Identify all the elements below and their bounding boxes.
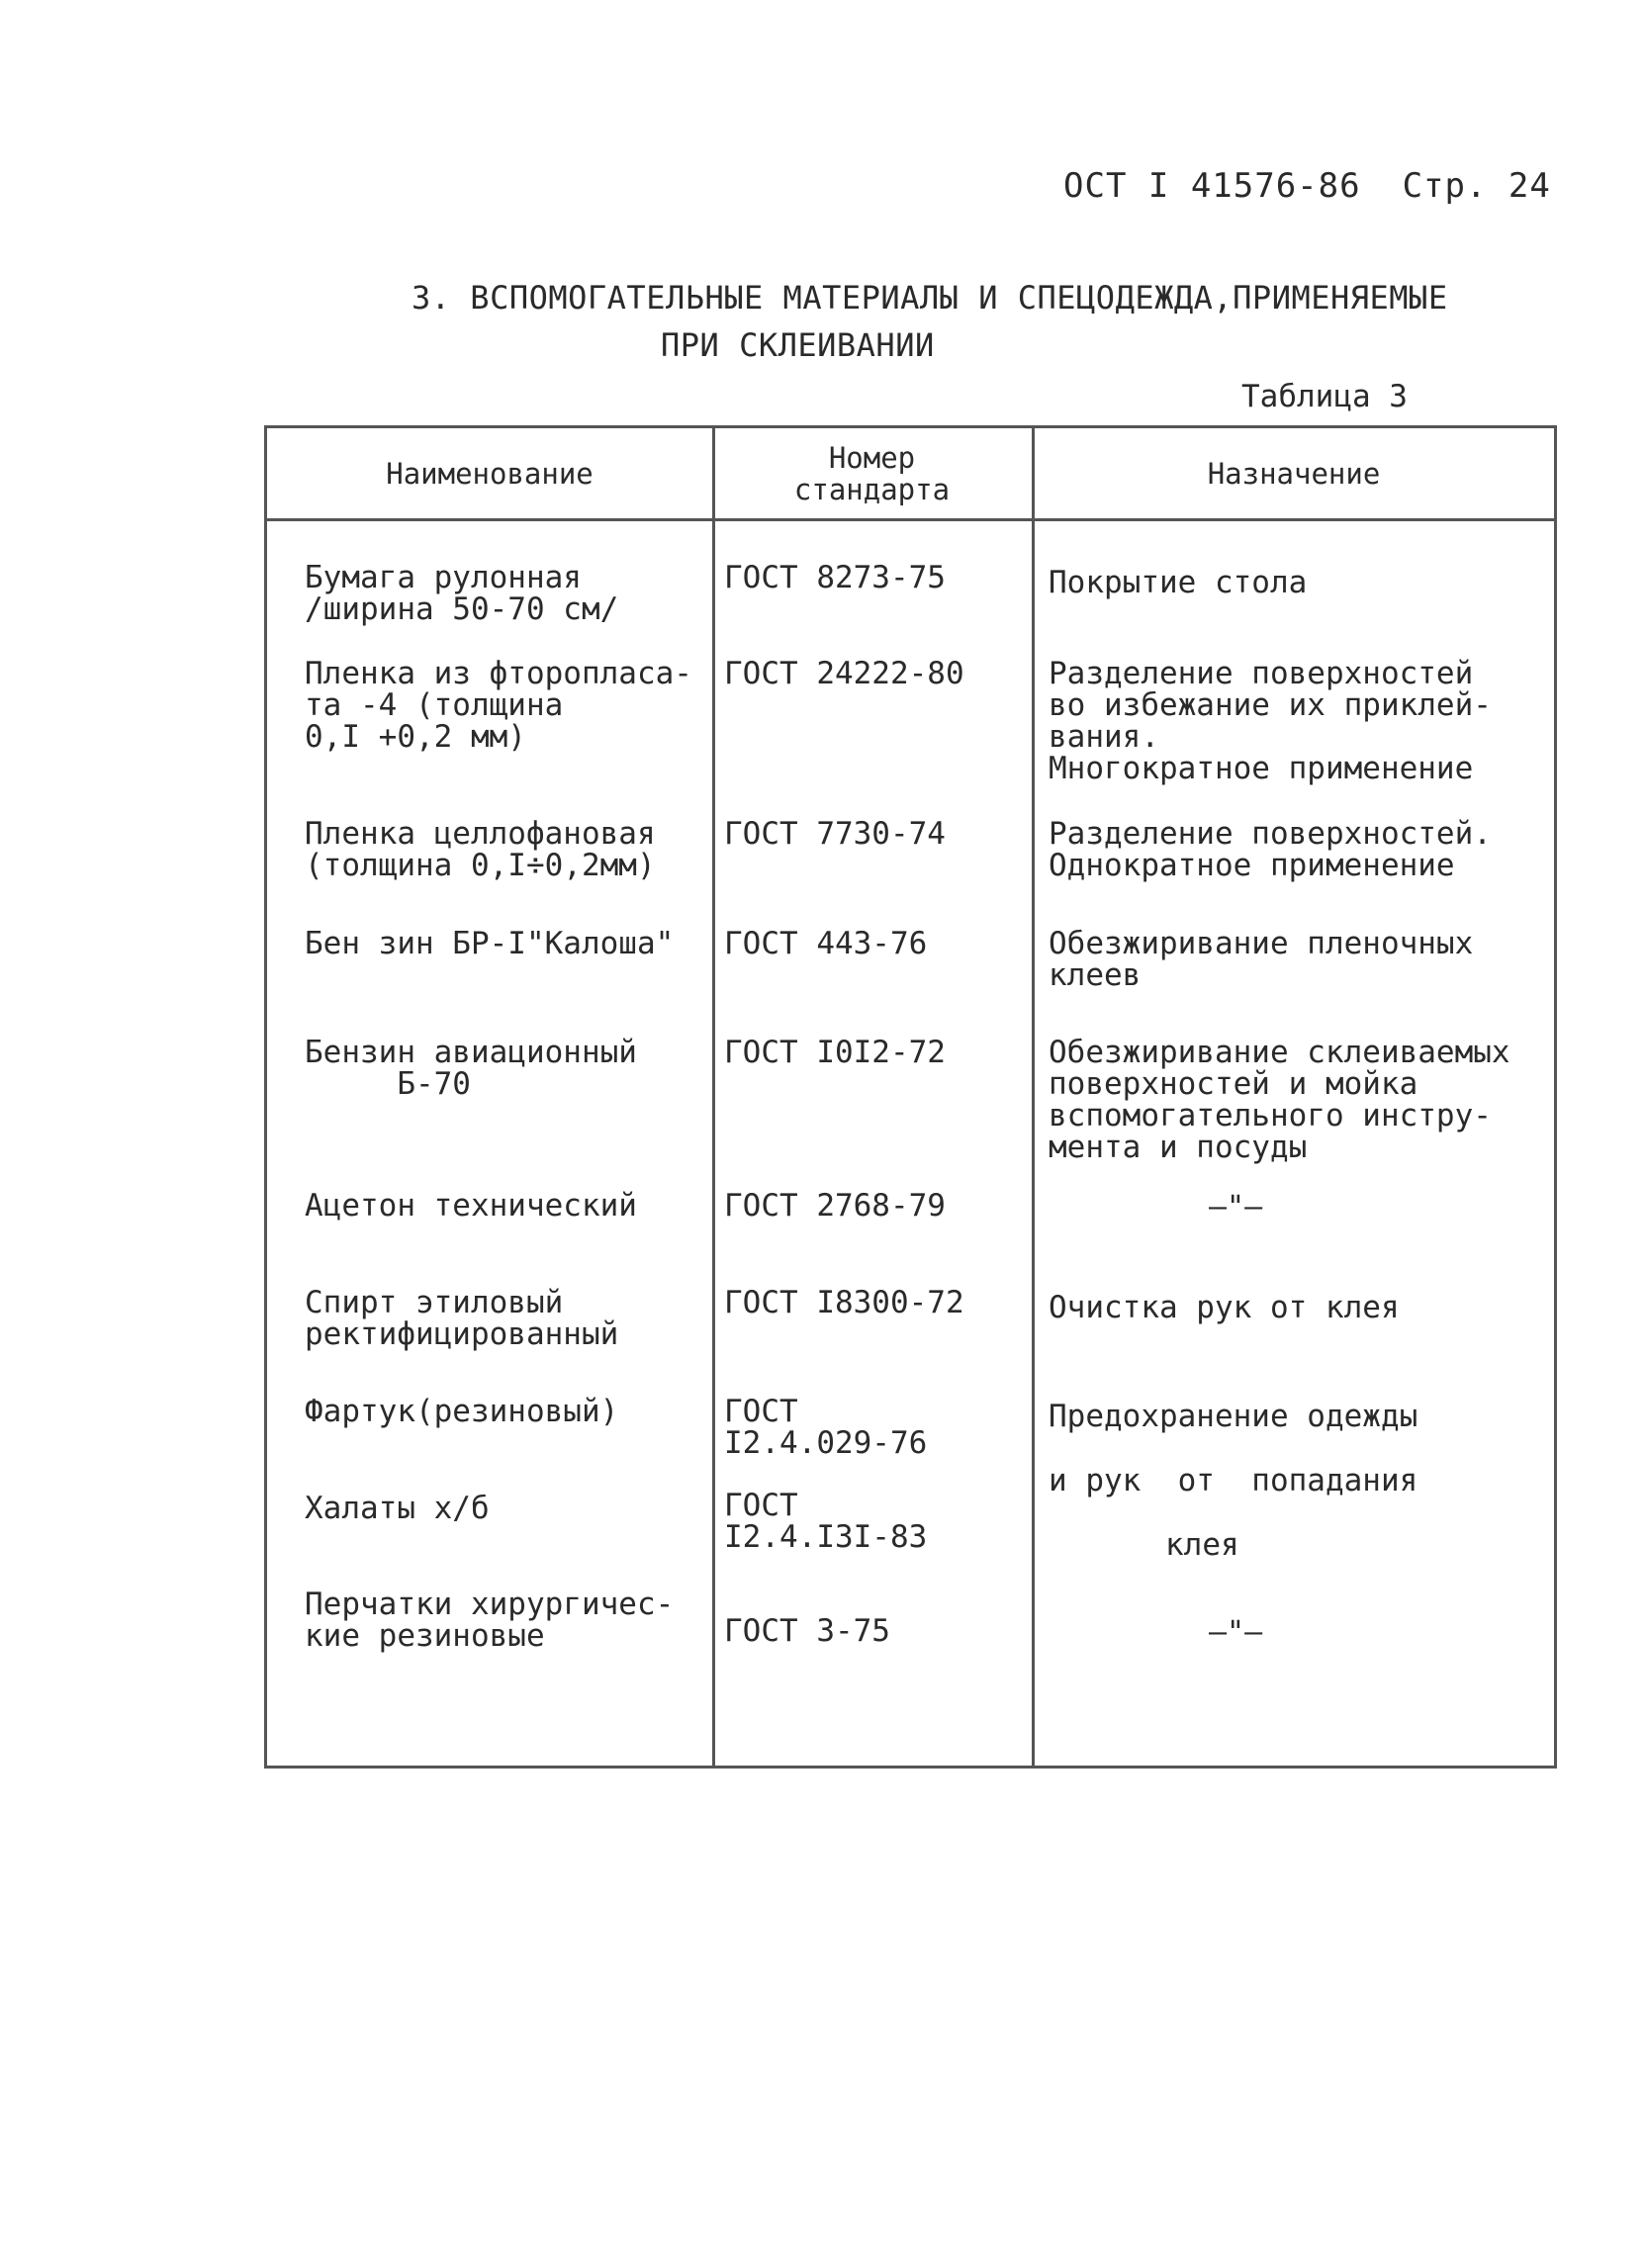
cell-name: Бумага рулонная /ширина 50-70 см/	[305, 560, 619, 627]
cell-standard: ГОСТ 7730-74	[724, 816, 946, 852]
section-title-line-1: 3. ВСПОМОГАТЕЛЬНЫЕ МАТЕРИАЛЫ И СПЕЦОДЕЖДА,ПРИМЕНЯЕМЫЕ	[412, 279, 1448, 317]
cell-name: Фартук(резиновый)	[305, 1394, 619, 1429]
document-header	[1063, 166, 1551, 206]
cell-name: Пленка из фторопласа- та -4 (толщина 0,I +0,2 мм)	[305, 656, 692, 755]
cell-standard: ГОСТ I8300-72	[724, 1285, 964, 1320]
cell-standard: ГОСТ I2.4.I3I-83	[724, 1488, 928, 1555]
cell-name: Ацетон технический	[305, 1188, 637, 1224]
materials-table	[264, 425, 1557, 1769]
cell-name: Бензин авиационный Б-70	[305, 1035, 637, 1102]
cell-purpose: Очистка рук от клея	[1049, 1290, 1400, 1325]
cell-name: Перчатки хирургичес- кие резиновые	[305, 1587, 675, 1654]
cell-standard: ГОСТ 24222-80	[724, 656, 964, 691]
cell-standard: ГОСТ 8273-75	[724, 560, 946, 595]
column-header-standard: Номер стандарта	[793, 441, 951, 506]
cell-purpose: Обезжиривание склеиваемых поверхностей и мойка вспомогательного инстру- мента и посуды	[1049, 1035, 1510, 1165]
header-divider	[267, 518, 1554, 521]
section-title-line-2: ПРИ СКЛЕИВАНИИ	[661, 326, 935, 364]
column-divider	[712, 428, 715, 1766]
document-number: ОСТ I 41576-86	[1063, 166, 1361, 206]
cell-purpose: Разделение поверхностей. Однократное применение	[1049, 816, 1492, 883]
cell-purpose: и рук от попадания	[1049, 1463, 1418, 1498]
cell-purpose: клея	[1165, 1527, 1239, 1563]
cell-purpose: Предохранение одежды	[1049, 1399, 1418, 1434]
table-label: Таблица 3	[1241, 379, 1408, 414]
cell-standard: ГОСТ 3-75	[724, 1613, 890, 1649]
cell-name: Бен зин БР-I"Калоша"	[305, 926, 675, 961]
cell-purpose: Покрытие стола	[1049, 565, 1308, 600]
column-header-name: Наименование	[386, 457, 594, 491]
cell-purpose: Обезжиривание пленочных клеев	[1049, 926, 1474, 993]
page-number: Стр. 24	[1402, 166, 1551, 206]
ditto-mark: –"–	[1209, 1615, 1263, 1650]
cell-name: Пленка целлофановая (толщина 0,I÷0,2мм)	[305, 816, 656, 883]
column-divider	[1032, 428, 1035, 1766]
ditto-mark: –"–	[1209, 1190, 1263, 1225]
cell-standard: ГОСТ 2768-79	[724, 1188, 946, 1224]
cell-name: Спирт этиловый ректифицированный	[305, 1285, 619, 1352]
cell-standard: ГОСТ I2.4.029-76	[724, 1394, 928, 1461]
cell-standard: ГОСТ 443-76	[724, 926, 928, 961]
cell-name: Халаты х/б	[305, 1491, 490, 1526]
cell-standard: ГОСТ I0I2-72	[724, 1035, 946, 1070]
column-header-purpose: Назначение	[1207, 457, 1381, 491]
cell-purpose: Разделение поверхностей во избежание их приклей- вания. Многократное применение	[1049, 656, 1492, 786]
